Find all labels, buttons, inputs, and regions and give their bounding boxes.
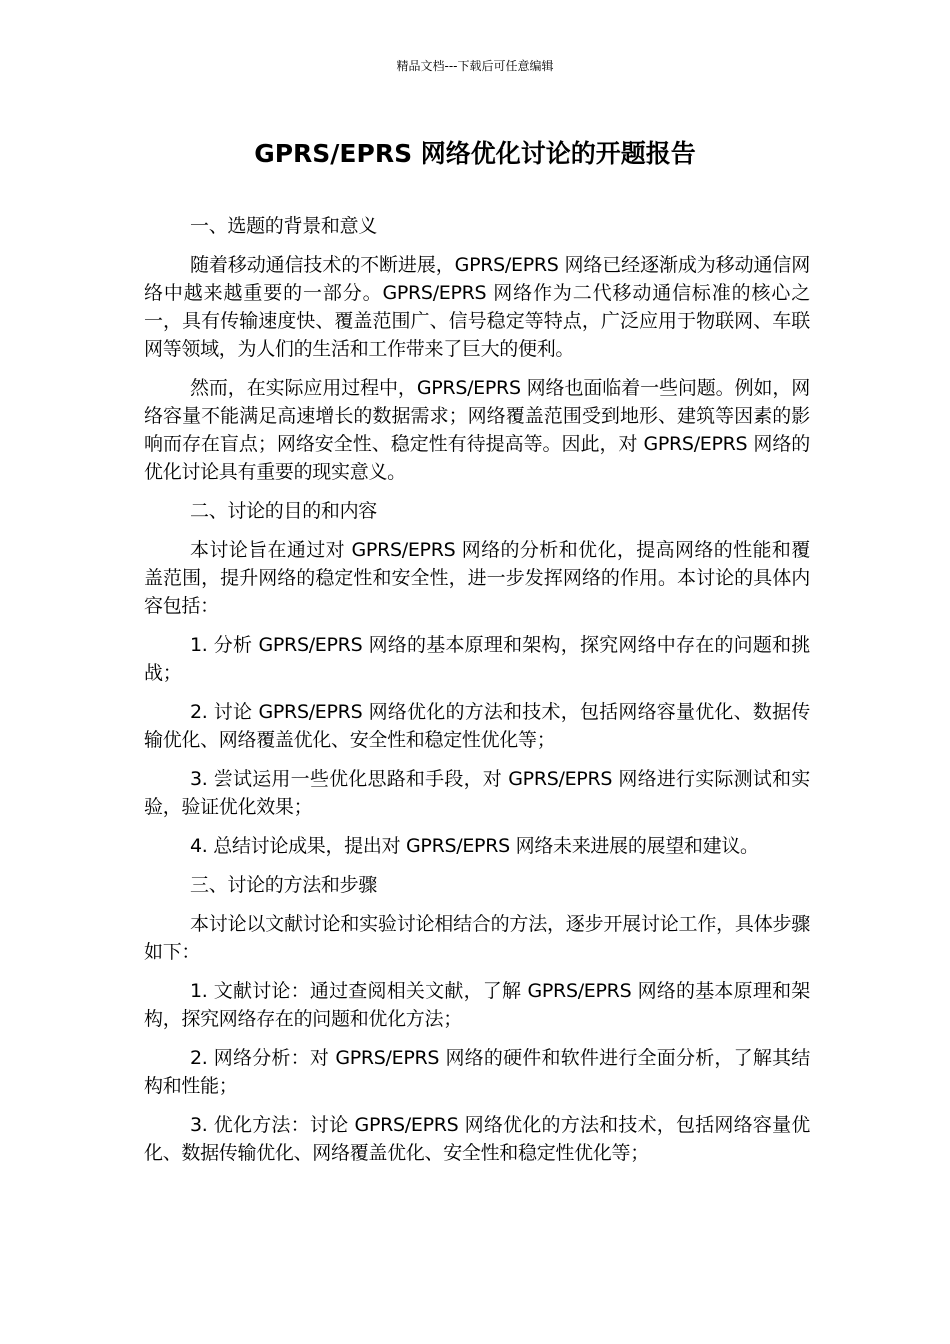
section-heading-background: 一、选题的背景和意义 bbox=[190, 215, 378, 237]
section-heading-method: 三、讨论的方法和步骤 bbox=[190, 874, 378, 896]
list-item-step-2: 2. 网络分析：对 GPRS/EPRS 网络的硬件和软件进行全面分析，了解其结构和性能； bbox=[144, 1047, 810, 1097]
list-item-content-4: 4. 总结讨论成果，提出对 GPRS/EPRS 网络未来进展的展望和建议。 bbox=[190, 835, 759, 857]
paragraph-background-2: 然而，在实际应用过程中，GPRS/EPRS 网络也面临着一些问题。例如，网络容量不能满足高速增长的数据需求；网络覆盖范围受到地形、建筑等因素的影响而存在盲点；网络安全性、稳定性有待提高等。因此，对 GPRS/EPRS 网络的优化讨论具有重要的现实意义。 bbox=[144, 377, 810, 483]
document-body bbox=[144, 212, 810, 1178]
list-item-content-2: 2. 讨论 GPRS/EPRS 网络优化的方法和技术，包括网络容量优化、数据传输优化、网络覆盖优化、安全性和稳定性优化等； bbox=[144, 701, 810, 751]
paragraph-background-1: 随着移动通信技术的不断进展，GPRS/EPRS 网络已经逐渐成为移动通信网络中越来越重要的一部分。GPRS/EPRS 网络作为二代移动通信标准的核心之一，具有传输速度快、覆盖范围广、信号稳定等特点，广泛应用于物联网、车联网等领域，为人们的生活和工作带来了巨大的便利。 bbox=[144, 254, 810, 360]
page-header: 精品文档---下载后可任意编辑 bbox=[396, 59, 554, 73]
paragraph-purpose-intro: 本讨论旨在通过对 GPRS/EPRS 网络的分析和优化，提高网络的性能和覆盖范围，提升网络的稳定性和安全性，进一步发挥网络的作用。本讨论的具体内容包括： bbox=[144, 539, 810, 617]
paragraph-method-intro: 本讨论以文献讨论和实验讨论相结合的方法，逐步开展讨论工作，具体步骤如下： bbox=[144, 913, 810, 963]
list-item-step-3: 3. 优化方法：讨论 GPRS/EPRS 网络优化的方法和技术，包括网络容量优化、数据传输优化、网络覆盖优化、安全性和稳定性优化等； bbox=[144, 1114, 810, 1164]
section-heading-purpose: 二、讨论的目的和内容 bbox=[190, 500, 378, 522]
list-item-content-1: 1. 分析 GPRS/EPRS 网络的基本原理和架构，探究网络中存在的问题和挑战； bbox=[144, 634, 810, 684]
document-title: GPRS/EPRS 网络优化讨论的开题报告 bbox=[254, 139, 696, 168]
list-item-step-1: 1. 文献讨论：通过查阅相关文献，了解 GPRS/EPRS 网络的基本原理和架构，探究网络存在的问题和优化方法； bbox=[144, 980, 810, 1030]
list-item-content-3: 3. 尝试运用一些优化思路和手段，对 GPRS/EPRS 网络进行实际测试和实验，验证优化效果； bbox=[144, 768, 810, 818]
